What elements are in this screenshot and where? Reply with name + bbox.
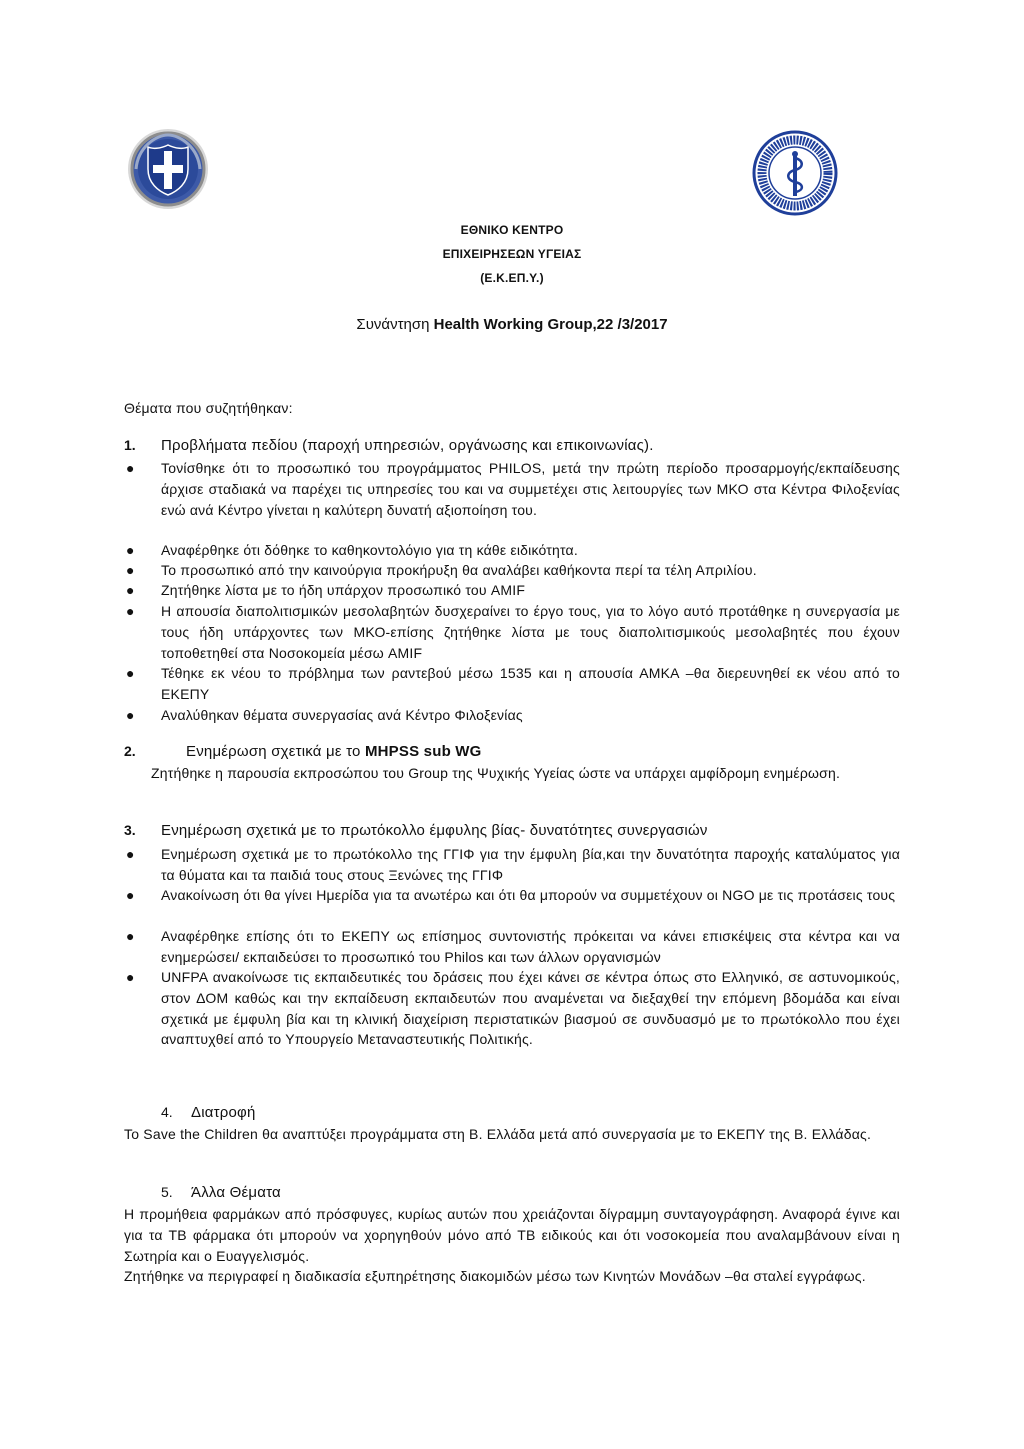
section-4-title: Διατροφή [191, 1104, 256, 1121]
section-3-bullet-3: Αναφέρθηκε επίσης ότι το ΕΚΕΠΥ ως επίσημος συντονιστής πρόκειται να κάνει επισκέψεις στα κέντρα και να ενημερώσει/ εκπαιδεύσει το προσωπικό του Philos και των άλλων οργανισμών [161, 928, 900, 965]
bullet-marker: ● [126, 928, 135, 944]
section-3-number: 3. [124, 822, 136, 838]
header-line-1: ΕΘΝΙΚΟ ΚΕΝΤΡΟ [460, 223, 564, 237]
intro-text: Θέματα που συζητήθηκαν: [124, 400, 293, 416]
section-2-title-bold: MHPSS sub WG [364, 743, 482, 760]
section-3-title: Ενημέρωση σχετικά με το πρωτόκολλο έμφυλης βίας- δυνατότητες συνεργασιών [161, 822, 708, 839]
bullet-marker: ● [126, 542, 135, 558]
section-2-title-prefix: Ενημέρωση σχετικά με το [186, 743, 365, 760]
section-3-bullet-4: UNFPA ανακοίνωσε τις εκπαιδευτικές του δράσεις που έχει κάνει σε κέντρα όπως στο Ελληνικό, σε αστυνομικούς, στον ΔΟΜ καθώς και την εκπαίδευση εκπαιδευτών που αναμένεται να διεξαχθεί την επόμενη βδομάδα και είναι σχετικά με έμφυλη βία και τη κλινική διαχείριση περιστατικών βιασμού σε συνδυασμό με το πρωτόκολλο που έχει αναπτυχθεί από το Υπουργείο Μεταναστευτικής Πολιτικής. [161, 969, 900, 1048]
meeting-title [0, 316, 1024, 333]
section-4-body: Το Save the Children θα αναπτύξει προγράμματα στη Β. Ελλάδα μετά από συνεργασία με το ΕΚΕΠΥ της Β. Ελλάδας. [124, 1126, 872, 1142]
section-1-bullet-7: Αναλύθηκαν θέματα συνεργασίας ανά Κέντρο Φιλοξενίας [161, 707, 523, 723]
section-5-title: Άλλα Θέματα [191, 1184, 281, 1201]
section-2-number: 2. [124, 743, 136, 759]
bullet-marker: ● [126, 969, 135, 985]
section-5-paragraph-2: Ζητήθηκε να περιγραφεί η διαδικασία εξυπηρέτησης διακομιδών μέσω των Κινητών Μονάδων –θα σταλεί εγγράφως. [124, 1268, 866, 1284]
greek-coat-of-arms-logo [126, 127, 210, 211]
section-3-bullet-1: Ενημέρωση σχετικά με το πρωτόκολλο της ΓΓΙΦ για την έμφυλη βία,και την δυνατότητα παροχής καταλύματος για τα θύματα και τα παιδιά τους στους Ξενώνες της ΓΓΙΦ [161, 846, 900, 883]
bullet-marker: ● [126, 460, 135, 476]
section-1-bullet-1: Τονίσθηκε ότι το προσωπικό του προγράμματος PHILOS, μετά την πρώτη περίοδο προσαρμογής/εκπαίδευσης άρχισε σταδιακά να παρέχει τις υπηρεσίες του και να συμμετέχει στις λειτουργίες των ΜΚΟ στα Κέντρα Φιλοξενίας ενώ ανά Κέντρο γίνεται η καλύτερη δυνατή αξιοποίηση του. [161, 460, 900, 518]
section-1-number: 1. [124, 437, 136, 453]
bullet-marker: ● [126, 603, 135, 619]
section-2-title [186, 742, 482, 763]
section-2-body: Ζητήθηκε η παρουσία εκπροσώπου του Group της Ψυχικής Υγείας ώστε να υπάρχει αμφίδρομη ενημέρωση. [151, 765, 841, 781]
bullet-marker: ● [126, 665, 135, 681]
header-line-2: ΕΠΙΧΕΙΡΗΣΕΩΝ ΥΓΕΙΑΣ [442, 247, 582, 261]
ekepy-logo [752, 130, 838, 216]
section-1-title: Προβλήματα πεδίου (παροχή υπηρεσιών, οργάνωσης και επικοινωνίας). [161, 437, 654, 454]
bullet-marker: ● [126, 582, 135, 598]
section-1-bullet-5: Η απουσία διαπολιτισμικών μεσολαβητών δυσχεραίνει το έργο τους, για το λόγο αυτό προτάθηκε η συνεργασία με τους ήδη υπάρχοντες των ΜΚΟ-επίσης ζητήθηκε λίστα με τους διαπολιτισμικούς μεσολαβητές που έχουν τοποθετηθεί στα Νοσοκομεία μέσω AMIF [161, 603, 900, 661]
header-line-3: (Ε.Κ.ΕΠ.Υ.) [480, 271, 544, 285]
section-5-number: 5. [161, 1184, 173, 1200]
section-1-bullet-2: Αναφέρθηκε ότι δόθηκε το καθηκοντολόγιο για τη κάθε ειδικότητα. [161, 542, 578, 558]
bullet-marker: ● [126, 846, 135, 862]
section-1-bullet-6: Τέθηκε εκ νέου το πρόβλημα των ραντεβού μέσω 1535 και η απουσία ΑΜΚΑ –θα διερευνηθεί εκ νέου από το ΕΚΕΠΥ [161, 665, 900, 702]
section-4-number: 4. [161, 1104, 173, 1120]
bullet-marker: ● [126, 887, 135, 903]
section-1-bullet-4: Ζητήθηκε λίστα με το ήδη υπάρχον προσωπικό του AMIF [161, 582, 526, 598]
section-5-paragraph-1: Η προμήθεια φαρμάκων από πρόσφυγες, κυρίως αυτών που χρειάζονται δίγραμμη συνταγογράφηση. Αναφορά έγινε και για τα ΤΒ φάρμακα ότι μπορούν να χορηγηθούν μόνο από ΤΒ ειδικούς και ότι νοσοκομεία που αναλαμβάνουν είναι η Σωτηρία και ο Ευαγγελισμός. [124, 1206, 900, 1264]
meeting-title-bold: Health Working Group,22 /3/2017 [433, 316, 668, 333]
bullet-marker: ● [126, 562, 135, 578]
section-3-bullet-2: Ανακοίνωση ότι θα γίνει Ημερίδα για τα ανωτέρω και ότι θα μπορούν να συμμετέχουν οι NGO με τις προτάσεις τους [161, 887, 896, 903]
meeting-title-prefix: Συνάντηση [356, 316, 434, 333]
section-1-bullet-3: Το προσωπικό από την καινούργια προκήρυξη θα αναλάβει καθήκοντα περί τα τέλη Απριλίου. [161, 562, 757, 578]
bullet-marker: ● [126, 707, 135, 723]
